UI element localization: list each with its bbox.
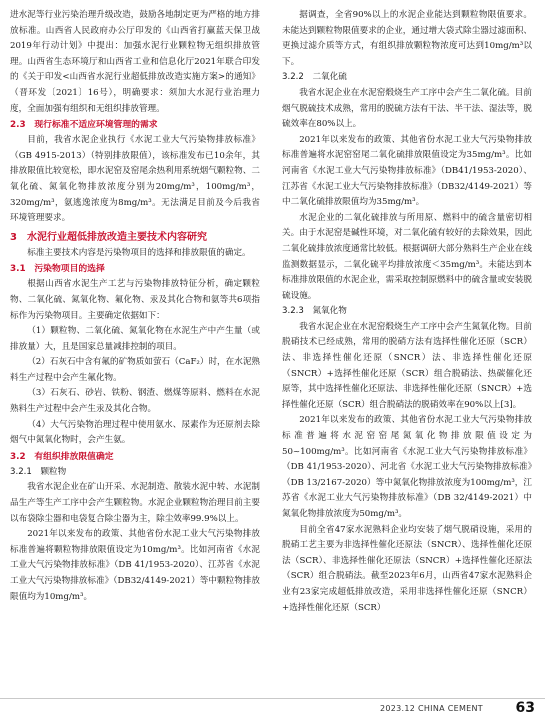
left-column xyxy=(10,8,260,605)
page-footer xyxy=(0,698,545,721)
list-item-4: （4）大气污染物治理过程中使用氨水、尿素作为还原剂去除烟气中氮氧化物时，会产生氨。 xyxy=(10,419,260,446)
heading-3-2-1: 3.2.1 颗粒物 xyxy=(10,466,67,477)
paragraph-3-2-2a: 我省水泥企业在水泥窑煅烧生产工序中会产生二氧化硫。目前烟气脱硫技术成熟，常用的脱硫方法有干法、半干法、湿法等，脱硫效率在80%以上。 xyxy=(282,87,532,130)
paragraph-3-2-3a: 我省水泥企业在水泥窑煅烧生产工序中会产生氮氧化物。目前脱硝技术已经成熟，常用的脱硝方法有选择性催化还原（SCR）法、非选择性催化还原（SNCR）法、非选择性催化还原（SNCR）+选择性催化还原（SCR）组合脱硝法、热碳催化还原等，其中选择性催化还原法、非选择性催化还原（SNCR）+选择性催化还原（SCR）组合脱硝法的脱硝效率在90%以上[3]。 xyxy=(282,321,532,410)
paragraph-3-2-2b: 2021年以来发布的政策、其他省份水泥工业大气污染物排放标准普遍将水泥窑窑尾二氧化硫排放限值设定为35mg/m³。比如河南省《水泥工业大气污染物排放标准》（DB41/1953-2020）、江苏省《水泥工业大气污染物排放标准》（DB32/4149-2021）等中二氧化硫排放限值均为35mg/m³。 xyxy=(282,134,532,208)
paragraph-3-2-1b: 2021年以来发布的政策、其他省份水泥工业大气污染物排放标准普遍将颗粒物排放限值设定为10mg/m³。比如河南省《水泥工业大气污染物排放标准》（DB 41/1953-2020）、江苏省《水泥工业大气污染物排放标准》（DB32/4149-2021）等中颗粒物排放限值均为10mg/m³。 xyxy=(10,529,260,602)
heading-3-2-2: 3.2.2 二氧化硫 xyxy=(282,72,347,83)
paragraph-3-2-3b: 2021年以来发布的政策、其他省份水泥工业大气污染物排放标准普遍将水泥窑窑尾氮氧化物排放限值设定为50~100mg/m³。比如河南省《水泥工业大气污染物排放标准》（DB 41/1953-2020）、河北省《水泥工业大气污染物排放标准》（DB 13/2167-2020）等中氮氧化物排放浓度为100mg/m³，江苏省《水泥工业大气污染物排放标准》（DB 32/4149-2021）中氮氧化物排放浓度为50mg/m³。 xyxy=(282,415,532,519)
journal-issue: 2023.12 CHINA CEMENT xyxy=(379,704,483,713)
heading-3-2: 3.2 有组织排放限值确定 xyxy=(10,451,114,462)
paragraph-3-2-1a: 我省水泥企业在矿山开采、水泥制造、散装水泥中转、水泥制品生产等生产工序中会产生颗粒物。水泥企业颗粒物治理目前主要以布袋除尘器和电袋复合除尘器为主，除尘效率99.9%以上。 xyxy=(10,482,260,524)
heading-2-3: 2.3 现行标准不适应环境管理的需求 xyxy=(10,120,158,131)
list-item-1: （1）颗粒物、二氧化硫、氮氧化物在水泥生产中产生量（或排放量）大，且是国家总量减排控制的项目。 xyxy=(10,326,260,352)
paragraph-3-2-3c: 目前全省47家水泥熟料企业均安装了烟气脱硝设施，采用的脱硝工艺主要为非选择性催化还原法（SNCR）、选择性催化还原法（SCR）、非选择性催化还原法（SNCR）+选择性催化还原法（SCR）组合脱硝法。截至2023年6月，山西省47家水泥熟料企业有23家完成超低排放改造，采用非选择性催化还原（SNCR）+选择性催化还原（SCR） xyxy=(282,524,532,613)
page-number: 63 xyxy=(515,700,535,716)
paragraph-2-3: 目前，我省水泥企业执行《水泥工业大气污染物排放标准》（GB 4915-2013）（特别排放限值），该标准发布已10余年，其排放限值比较宽松，即水泥窑及窑尾余热利用系统烟气颗粒物、二氧化硫、氮氧化物排放浓度分别为20mg/m³，100mg/m³，320mg/m³，氨逃逸浓度为8mg/m³。无法满足目前及今后我省环境管理要求。 xyxy=(10,135,260,224)
paragraph-continued: 据调查，全省90%以上的水泥企业能达到颗粒物限值要求。未能达到颗粒物限值要求的企业，通过增大袋式除尘器过滤面积、更换过滤介质等方式，有组织排放颗粒物浓度可达到10mg/m³以下。 xyxy=(282,10,532,67)
paragraph-3-1: 根据山西省水泥生产工艺与污染物排放特征分析，确定颗粒物、二氧化硫、氮氧化物、氟化物、汞及其化合物和氨等共6项指标作为污染物项目。主要确定依据如下： xyxy=(10,279,260,321)
heading-3-1: 3.1 污染物项目的选择 xyxy=(10,264,105,275)
list-item-3: （3）石灰石、砂岩、铁粉、钢渣、燃煤等原料、燃料在水泥熟料生产过程中会产生汞及其化合物。 xyxy=(10,388,260,415)
paragraph-3-2-2c: 水泥企业的二氧化硫排放与所用原、燃料中的硫含量密切相关。由于水泥窑是碱性环境，对二氧化硫有较好的去除效果，因此二氧化硫排放浓度通常比较低。根据调研大部分熟料生产企业在线监测数据显示，二氧化硫平均排放浓度＜35mg/m³。未能达到本标准排放限值的水泥企业，需采取控制原燃料中的硫含量或安装脱硫设施。 xyxy=(282,212,532,301)
paragraph-3: 标准主要技术内容是污染物项目的选择和排放限值的确定。 xyxy=(27,247,251,258)
heading-3: 3 水泥行业超低排放改造主要技术内容研究 xyxy=(10,231,207,243)
heading-3-2-3: 3.2.3 氮氧化物 xyxy=(282,306,347,317)
paragraph-intro: 进水泥等行业污染治理升级改造，鼓励各地制定更为严格的地方排放标准。山西省人民政府办公厅印发的《山西省打赢蓝天保卫战2019年行动计划》中提出：加强水泥行业颗粒物无组织排放管理。山西省生态环境厅和山西省工业和信息化厅2021年联合印发的《关于印发<山西省水泥行业超低排放改造实施方案>的通知》（晋环发〔2021〕16号），明确要求：须加大水泥行业治理力度，全面加强有组织和无组织排放管理。 xyxy=(10,10,260,114)
right-column xyxy=(282,8,532,616)
list-item-2: （2）石灰石中含有氟的矿物质如萤石（CaF₂）时，在水泥熟料生产过程中会产生氟化物。 xyxy=(10,357,261,383)
